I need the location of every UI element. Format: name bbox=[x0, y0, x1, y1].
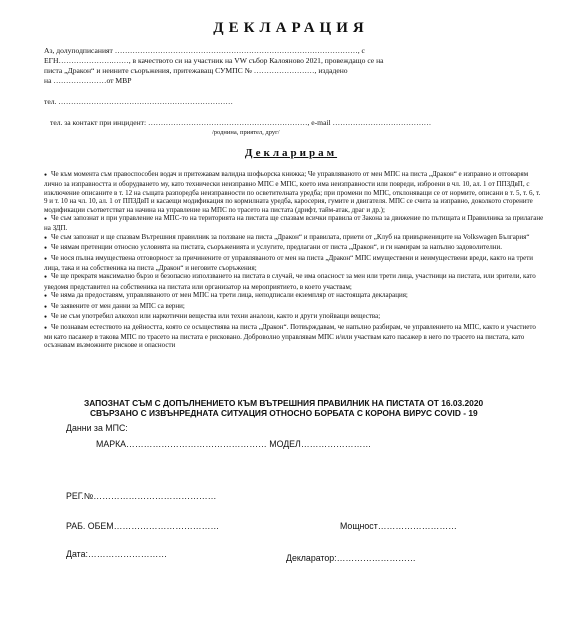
covid-notice-line2: СВЪРЗАНО С ИЗВЪНРЕДНАТА СИТУАЦИЯ ОТНОСНО БОРБАТА С КОРОНА ВИРУС COVID - 19 bbox=[90, 408, 478, 418]
relation-note: /роднина, приятел, друг/ bbox=[212, 129, 280, 136]
list-item: ● Че нося пълна имуществена отговорност за причинените от управляваното от мен на писта „Дракон“ МПС имуществени и неимуществени вреди, както на трети лица, така и на собственика на писта „Дракон“ и неговите съоръжения; bbox=[44, 254, 544, 273]
date-line: Дата:……………………… bbox=[66, 549, 168, 559]
brand-model-line: МАРКА………………………………………… МОДЕЛ…………………… bbox=[96, 439, 372, 449]
list-item: ● Че към момента съм правоспособен водач и притежавам валидна шофьорска книжка; Че управляваното от мен МПС на писта „Дракон“ е изправно и отговарям лично за изправността и оборудването му, като технически неизправно МПС е МПС, което има неизправности или повреди, изброени в чл. 10, ал. 1 от ППЗДвП, с изключение описаните в т. 12 на същата разпоредба неизправности по осветителната уредба; при промени по МПС, отклоняващи се от нормите, описани в т. 5, т. 6, т. 9 и т. 10 на чл. 10, ал. 1 от ППЗДвП и касаещи модификация по кормилната уредба, каросерия, гумите и двигателя. МПС се счита за изправно, доколкото сторените модификации съответстват на начина на управление на МПС по трасето на пистата (дрифт, тайм-атак, драг и др.); bbox=[44, 170, 544, 214]
list-item: ● Че съм запознат и ще спазвам Вътрешния правилник за ползване на писта „Дракон“ и правилата, приети от „Клуб на привържениците на Volkswagen България“ bbox=[44, 233, 544, 243]
declaration-list bbox=[44, 170, 544, 350]
declaration-subtitle: Декларирам bbox=[244, 147, 338, 159]
declarant-name-line: Аз, долуподписаният ……………………………………………………………………………………, с bbox=[44, 46, 365, 55]
egn-line: ЕГН………………….……, в качеството си на участник на VW събор Калояново 2021, провеждащо се на bbox=[44, 56, 384, 65]
phone-line: тел. …………………………………………………………… bbox=[44, 97, 233, 106]
power-line: Мощност……………………… bbox=[340, 521, 457, 531]
list-item: ● Че нямам претенции относно условията на пистата, съоръженията и услугите, предлагани от писта „Дракон“, и ги намирам за напълно задоволителни. bbox=[44, 243, 544, 253]
list-item: ● Че ще прекратя максимално бързо и безопасно използването на пистата в случай, че има опасност за мен или трети лица, участници на пистата, или зрители, като уведомя представител на собственика на пистата или организатор на мероприятието, в което участвам; bbox=[44, 272, 544, 291]
registration-line: РЕГ.№…………………………………… bbox=[66, 491, 217, 501]
list-item: ● Че съм запознат и при управление на МПС-то на територията на пистата ще спазвам всички правила от Закона за движение по пътищата и Правилника за прилагане на ЗДП. bbox=[44, 214, 544, 233]
engine-volume-line: РАБ. ОБЕМ……………………………… bbox=[66, 521, 220, 531]
covid-notice-line1: ЗАПОЗНАТ СЪМ С ДОПЪЛНЕНИЕТО КЪМ ВЪТРЕШНИЯ ПРАВИЛНИК НА ПИСТАТА ОТ 16.03.2020 bbox=[84, 398, 484, 408]
emergency-contact-line: тел. за контакт при инцидент: ………………………………………………………, e-mail ………………………………… bbox=[50, 118, 432, 127]
license-line: писта „Дракон“ и неините съоръжения, притежаващ СУМПС № ……………………, издадено bbox=[44, 66, 348, 75]
issued-line: на …………………от МВР bbox=[44, 76, 132, 85]
list-item: ● Че заявените от мен данни за МПС са верни; bbox=[44, 302, 544, 312]
list-item: ● Че познавам естеството на дейността, която се осъществява на писта „Дракон“. Потвърждавам, че напълно разбирам, че управлението на МПС, както и участието ми като пасажер в такова МПС по трасето на пистата е рисковано. Доброволно управлявам МПС и/или участвам като пасажер в него по трасето на пистата, като осъзнавам възможните рискове и опасности bbox=[44, 323, 544, 350]
vehicle-data-heading: Данни за МПС: bbox=[66, 423, 128, 433]
list-item: ● Че не съм употребил алкохол или наркотични вещества или техни аналози, както и други упойващи вещества; bbox=[44, 312, 544, 322]
document-title: ДЕКЛАРАЦИЯ bbox=[213, 20, 369, 36]
declarant-signature-line: Декларатор:……………………… bbox=[286, 553, 416, 563]
list-item: ● Че няма да предоставям, управляваното от мен МПС на трети лица, неподписали екземпляр от настоящата декларация; bbox=[44, 291, 544, 301]
